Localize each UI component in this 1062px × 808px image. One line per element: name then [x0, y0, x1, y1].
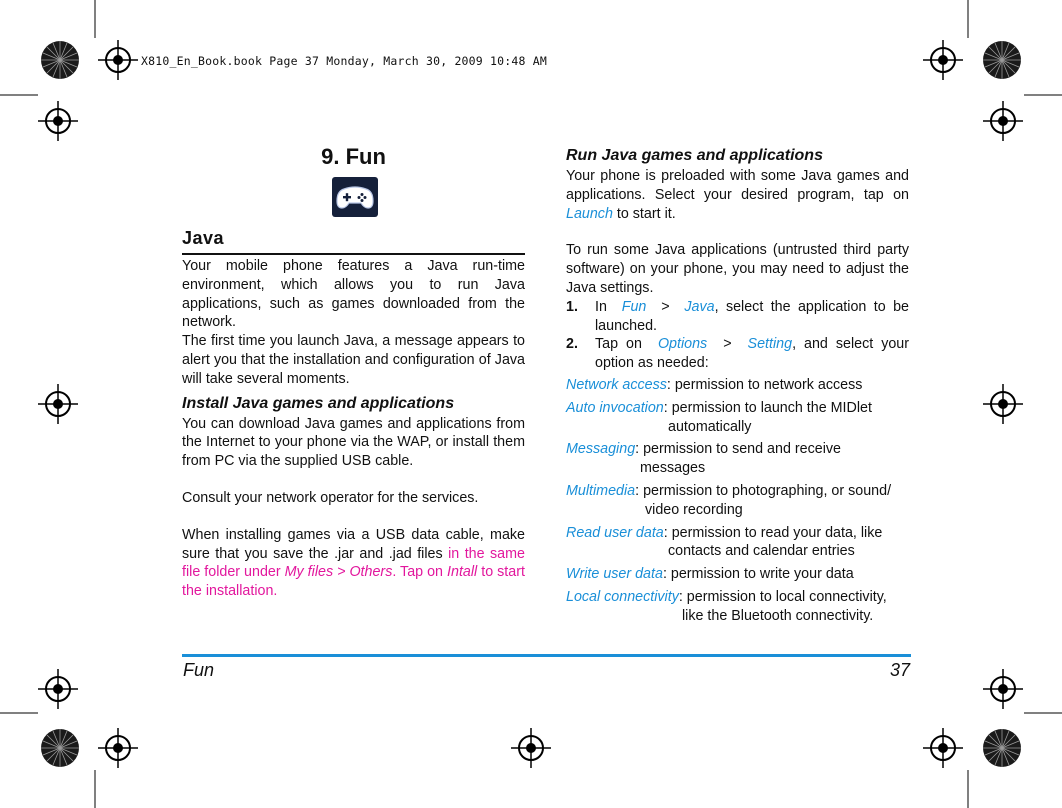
color-target-bottom-right [983, 729, 1021, 767]
step-number: 2. [566, 336, 578, 353]
registration-mark [983, 101, 1023, 141]
usb-highlight-3: to start the installation. [182, 564, 525, 600]
permission-term: Local connectivity [566, 588, 679, 605]
registration-mark [983, 384, 1023, 424]
step-text: In [595, 298, 607, 315]
install-heading: Install Java games and applications [182, 394, 455, 412]
menu-setting: Setting [747, 336, 793, 353]
registration-mark [38, 101, 78, 141]
usb-intall-term: Intall [447, 564, 478, 581]
permission-item [566, 588, 909, 626]
permission-item [566, 482, 909, 520]
java-first-time: The first time you launch Java, a message appears to alert you that the installation and configuration of Java will take several moments. [182, 333, 525, 387]
install-text: You can download Java games and applications from the Internet to your phone via the WAP, or install them from PC via the supplied USB cable. [182, 415, 525, 470]
run-text: Your phone is preloaded with some Java games and applications. Select your desired program, tap on [566, 168, 909, 203]
permission-term: Network access [566, 376, 667, 393]
permission-desc: : permission to read your data, like [663, 524, 883, 541]
permission-item [566, 440, 909, 478]
file-stamp: X810_En_Book.book Page 37 Monday, March 30, 2009 10:48 AM [141, 54, 548, 68]
color-target-top-right [983, 41, 1021, 79]
menu-java: Java [684, 298, 715, 315]
untrusted-text: To run some Java applications (untrusted third party software) on your phone, you may need to adjust the Java settings. [566, 242, 909, 296]
menu-separator: > [661, 298, 670, 315]
color-target-top-left [41, 41, 79, 79]
permission-item [566, 565, 909, 584]
step-text: , select the application to be launched. [595, 298, 909, 334]
run-paragraph [566, 167, 909, 223]
left-column [182, 257, 525, 601]
footer-section-name: Fun [183, 660, 215, 680]
permission-desc: : permission to local connectivity, [678, 588, 887, 605]
color-target-bottom-left [41, 729, 79, 767]
java-intro: Your mobile phone features a Java run-time environment, which allows you to run Java applications, such as games downloaded from the network. [182, 258, 525, 331]
permission-item [566, 524, 909, 562]
gamepad-icon [332, 177, 378, 217]
permission-continuation: automatically [668, 418, 752, 435]
registration-mark [923, 40, 963, 80]
run-heading: Run Java games and applications [566, 147, 823, 164]
step-item [566, 298, 909, 336]
permission-continuation: messages [640, 460, 706, 477]
permission-desc: : permission to launch the MIDlet [663, 399, 872, 416]
permission-term: Auto invocation [566, 399, 664, 416]
permission-term: Multimedia [566, 482, 636, 499]
usb-folder-path: My files > Others [284, 564, 393, 581]
section-divider [182, 253, 525, 255]
registration-mark [98, 728, 138, 768]
steps-list [566, 298, 909, 373]
step-item [566, 335, 909, 373]
permission-desc: : permission to send and receive [635, 441, 841, 458]
registration-mark [38, 669, 78, 709]
section-title: Java [182, 228, 225, 248]
menu-separator: > [723, 336, 732, 353]
permission-continuation: video recording [645, 501, 743, 518]
menu-options: Options [657, 336, 708, 353]
permission-continuation: contacts and calendar entries [668, 543, 855, 560]
permission-desc: : permission to photographing, or sound/ [635, 482, 892, 499]
usb-paragraph [182, 526, 525, 601]
launch-term: Launch [566, 205, 613, 222]
usb-text: When installing games via a USB data cable, make sure that you save the .jar and .jad files [182, 526, 525, 562]
permission-desc: : permission to network access [666, 376, 863, 393]
registration-mark [511, 728, 551, 768]
registration-mark [98, 40, 138, 80]
step-text: , and select your option as needed: [595, 336, 910, 372]
right-column [566, 145, 909, 630]
footer-rule [182, 654, 911, 657]
permission-item [566, 376, 909, 395]
permission-term: Messaging [566, 441, 636, 458]
step-text: Tap on [595, 336, 642, 353]
consult-text: Consult your network operator for the services. [182, 489, 479, 506]
usb-highlight-1: in the same file folder under [182, 545, 525, 581]
chapter-title: 9. Fun [321, 144, 386, 169]
step-number: 1. [566, 298, 578, 315]
usb-highlight-2: . Tap on [392, 564, 444, 581]
registration-mark [983, 669, 1023, 709]
registration-mark [38, 384, 78, 424]
menu-fun: Fun [621, 298, 647, 315]
page-number: 37 [889, 660, 910, 680]
permission-item [566, 399, 909, 437]
permission-desc: : permission to write your data [662, 566, 854, 583]
run-text-end: to start it. [616, 205, 676, 222]
permission-term: Write user data [566, 566, 663, 583]
permission-continuation: like the Bluetooth connectivity. [682, 607, 874, 624]
registration-mark [923, 728, 963, 768]
permission-term: Read user data [566, 524, 664, 541]
